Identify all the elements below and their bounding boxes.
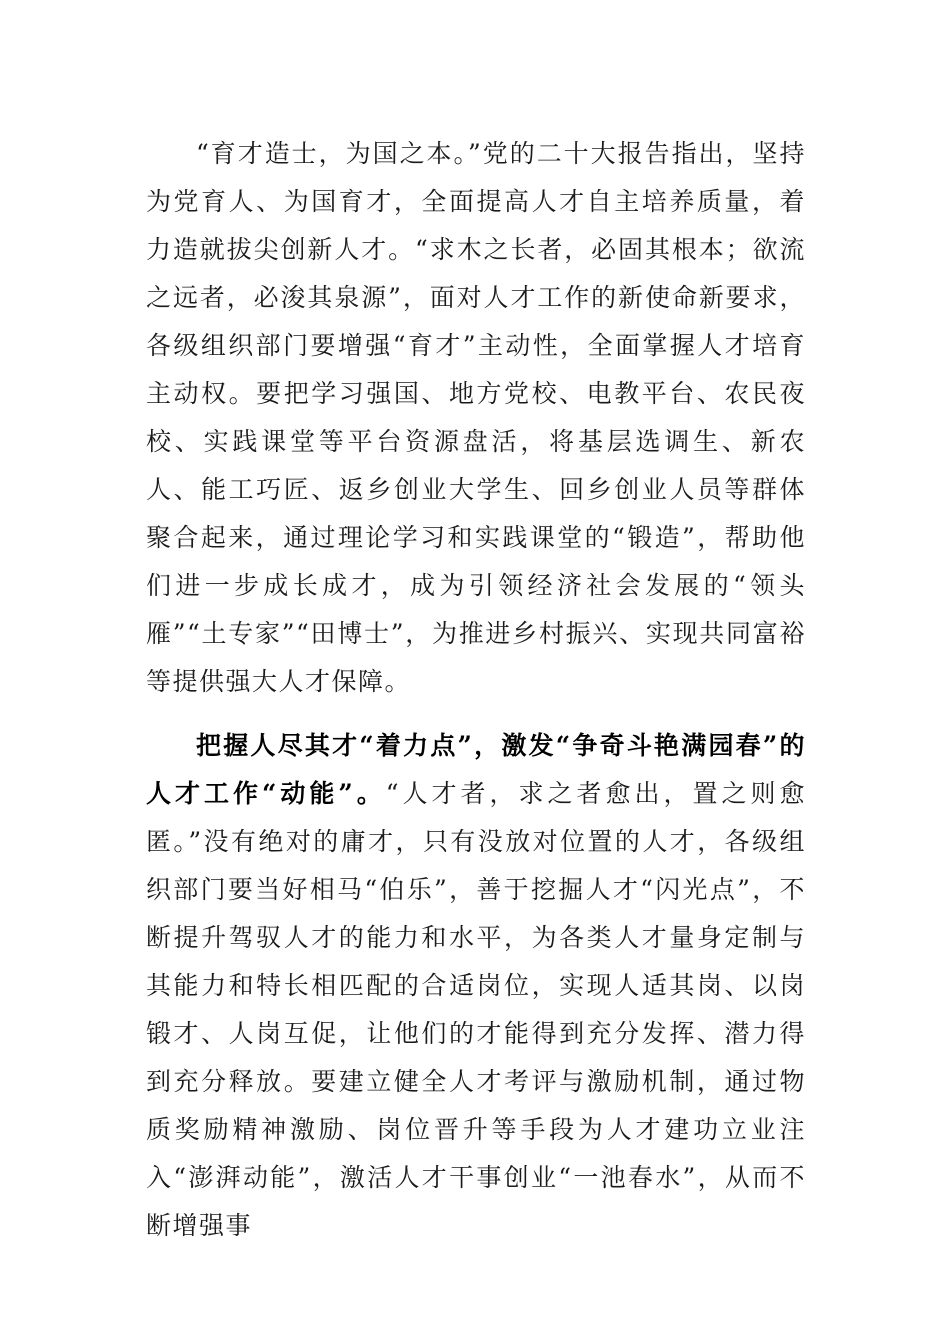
paragraph-1: “育才造士，为国之本。”党的二十大报告指出，坚持为党育人、为国育才，全面提高人才自主培养质量，着力造就拔尖创新人才。“求木之长者，必固其根本；欲流之远者，必浚其泉源”，面对人才工作的新使命新要求，各级组织部门要增强“育才”主动性，全面掌握人才培育主动权。要把学习强国、地方党校、电教平台、农民夜校、实践课堂等平台资源盘活，将基层选调生、新农人、能工巧匠、返乡创业大学生、回乡创业人员等群体聚合起来，通过理论学习和实践课堂的“锻造”，帮助他们进一步成长成才，成为引领经济社会发展的“领头雁”“土专家”“田博士”，为推进乡村振兴、实现共同富裕等提供强大人才保障。 xyxy=(146,139,806,696)
paragraph-2-heading: 把握人尽其才“着力点”，激发“争奇斗艳满园春”的人才工作“动能”。 xyxy=(146,731,806,808)
paragraph-2 xyxy=(146,722,806,1250)
paragraph-2-body: “人才者，求之者愈出，置之则愈匿。”没有绝对的庸才，只有没放对位置的人才，各级组织部门要当好相马“伯乐”，善于挖掘人才“闪光点”，不断提升驾驭人才的能力和水平，为各类人才量身定制与其能力和特长相匹配的合适岗位，实现人适其岗、以岗锻才、人岗互促，让他们的才能得到充分发挥、潜力得到充分释放。要建立健全人才考评与激励机制，通过物质奖励精神激励、岗位晋升等手段为人才建功立业注入“澎湃动能”，激活人才干事创业“一池春水”，从而不断增强事 xyxy=(146,779,806,1240)
